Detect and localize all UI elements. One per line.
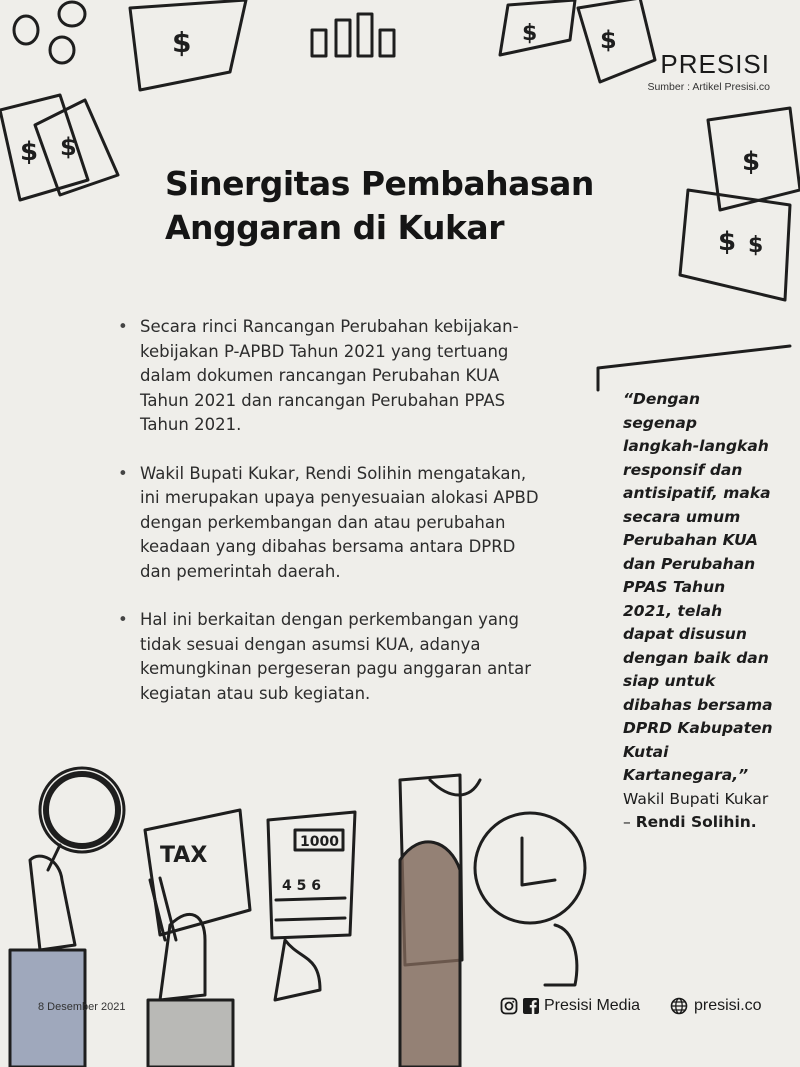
clock-doodle — [475, 813, 585, 985]
title-line-2: Anggaran di Kukar — [165, 208, 504, 247]
money-bill-doodle — [500, 0, 800, 300]
receipt-hand-doodle — [400, 775, 480, 1067]
attribution-prefix: Wakil Bupati Kukar – — [623, 789, 769, 831]
magnifier-hand-doodle — [10, 768, 124, 1067]
title-line-1: Sinergitas Pembahasan — [165, 164, 594, 203]
quote-text: “Dengan segenap langkah-langkah responsif dan antisipatif, maka secara umum Perubahan KUA dan Perubahan PPAS Tahun 2021, telah dapat disusun dengan baik dan siap untuk dibahas bersama DPRD Kabupaten Kutai Kartanegara,” — [623, 390, 773, 784]
svg-text:$: $ — [742, 147, 761, 177]
page-title — [165, 162, 665, 250]
bullet-list — [118, 315, 548, 730]
bullet-item: • Secara rinci Rancangan Perubahan kebijakan-kebijakan P-APBD Tahun 2021 yang tertuang dalam dokumen rancangan Perubahan KUA Tahun 2021 dan rancangan Perubahan PPAS Tahun 2021. — [118, 315, 548, 438]
bullet-item: • Wakil Bupati Kukar, Rendi Solihin mengatakan, ini merupakan upaya penyesuaian alokasi APBD dengan perkembangan dan atau perubahan keadaan yang dibahas bersama antara DPRD dan pemerintah daerah. — [118, 462, 548, 585]
svg-text:$: $ — [522, 21, 538, 46]
publish-date: 8 Desember 2021 — [38, 1001, 126, 1013]
brand-header — [630, 50, 770, 93]
coins-doodle — [14, 2, 85, 63]
attribution-name: Rendi Solihin. — [635, 813, 757, 831]
svg-text:$: $ — [172, 26, 192, 59]
quote-block — [623, 388, 773, 835]
quote-attribution — [623, 788, 773, 835]
globe-icon — [670, 997, 688, 1015]
facebook-icon — [522, 997, 540, 1015]
bullet-item: • Hal ini berkaitan dengan perkembangan yang tidak sesuai dengan asumsi KUA, adanya kemungkinan pergeseran pagu anggaran antar kegiatan atau sub kegiatan. — [118, 608, 548, 706]
source-label: Sumber : Artikel Presisi.co — [647, 81, 770, 93]
bars-doodle — [312, 14, 394, 56]
svg-text:1000: 1000 — [300, 834, 339, 850]
brand-logo: PRESISI — [660, 49, 770, 79]
svg-text:$: $ — [600, 26, 617, 54]
instagram-icon — [500, 997, 518, 1015]
calculator-doodle — [268, 812, 355, 1000]
svg-text:$: $ — [748, 233, 764, 258]
svg-text:$: $ — [718, 227, 737, 257]
svg-text:$: $ — [60, 133, 77, 161]
website-link[interactable] — [670, 997, 762, 1015]
svg-text:TAX: TAX — [160, 843, 208, 868]
svg-text:$: $ — [20, 137, 39, 167]
social-label: Presisi Media — [544, 997, 641, 1014]
svg-text:4 5 6: 4 5 6 — [282, 878, 321, 894]
website-label: presisi.co — [694, 997, 762, 1014]
quote-bracket-line — [598, 346, 790, 390]
tax-paper-doodle — [145, 810, 250, 1067]
social-handle[interactable] — [500, 997, 640, 1015]
